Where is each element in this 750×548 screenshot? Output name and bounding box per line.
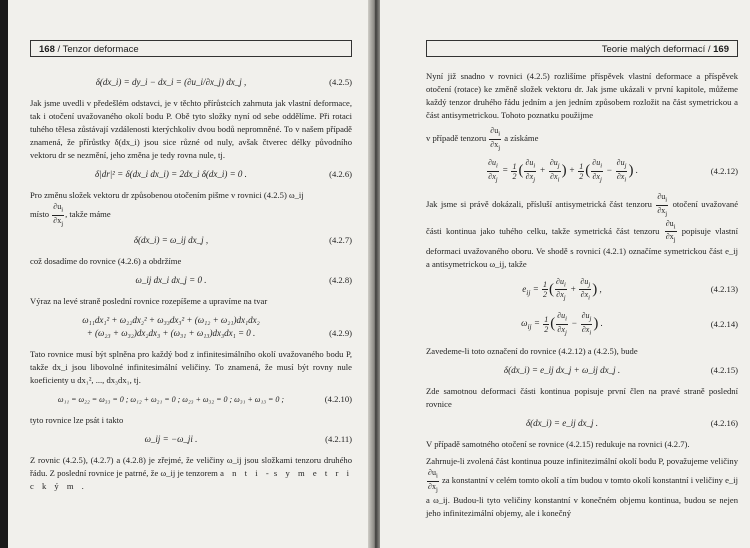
right-header-title: Teorie malých deformací bbox=[601, 44, 706, 55]
paragraph bbox=[426, 126, 738, 152]
paragraph: Tato rovnice musí být splněna pro každý bod z infinitesimálního okolí uvažovaného bodu P, takže dx_i jsou libovolné infinitesimální veličiny. To znamená, že musí být rovny nule koeficienty u dx₁², ..., dx₃dx₁, tj. bbox=[30, 349, 352, 386]
paragraph-text: v případě tenzoru bbox=[426, 133, 487, 144]
paragraph: Zavedeme-li toto označení do rovnice (4.2.12) a (4.2.5), bude bbox=[426, 346, 638, 357]
paragraph bbox=[30, 189, 352, 228]
partial-derivative-fraction: $\frac{\partial u_i}{\partial x_j}$ bbox=[53, 202, 64, 228]
paragraph bbox=[426, 192, 738, 270]
paragraph: tyto rovnice lze psát i takto bbox=[30, 415, 124, 426]
paragraph-text: Jak jsme si právě dokázali, přísluší antisymetrická část tenzoru bbox=[426, 199, 652, 210]
paragraph-text: a získáme bbox=[504, 133, 539, 144]
equation-4-2-9-line1 bbox=[30, 314, 352, 327]
paragraph-text: Pro změnu složek vektoru dr způsobenou otočením pišme v rovnici (4.2.5) ω_ij bbox=[30, 190, 304, 200]
equation-4-2-14 bbox=[426, 311, 738, 337]
equation-number: (4.2.12) bbox=[710, 165, 738, 176]
paragraph-text: popisuje vlastní deformaci uvažovaného oboru. Ve shodě s rovnicí (4.2.1) označíme symetrickou část e_ij a antisymetrickou ω_ij, takže bbox=[426, 225, 738, 269]
left-header-title: Tenzor deformace bbox=[62, 44, 139, 55]
paragraph: Jak jsme uvedli v předešlém odstavci, je v těchto přírůstcích zahrnuta jak vlastní deformace, tak i otočení uvažovaného okolí bodu P. Obě tyto složky nyní od sebe oddělíme. Při rotaci tuhého tělesa zůstávají vzdálenosti kterýchkoliv dvou bodů nepromněné. To v našem případě znamená, že přírůstky δ(dx_i) jsou sice různé od nuly, avšak čtverec délky původního vektoru dr se nezmění, jeho změna je tedy rovna nule, tj. bbox=[30, 98, 352, 160]
equation-formula: $e_{ij}$ = $\frac{1}{2}$ ( $\frac{\partial u_i}{\partial x_j}$ + $\frac{\partial u_j}{\partial x_i}$ ) , bbox=[522, 276, 602, 302]
equation-formula: ω₁₁dx₁² + ω₂₂dx₂² + ω₃₃dx₃² + (ω₁₂ + ω₂₁)dx₁dx₂ bbox=[82, 315, 260, 326]
equation-number: (4.2.6) bbox=[329, 169, 352, 179]
left-page bbox=[8, 0, 370, 548]
paragraph-text: za konstantní v celém tomto okolí a tím budou v tomto bbox=[441, 475, 631, 486]
equation-formula: δ|dr|² = δ(dx_i dx_i) = 2dx_i δ(dx_i) = 0 . bbox=[95, 169, 247, 179]
paragraph: Výraz na levé straně poslední rovnice rozepíšeme a upravíme na tvar bbox=[30, 296, 268, 307]
equation-4-2-15 bbox=[426, 364, 738, 377]
equation-formula: ω_ij dx_i dx_j = 0 . bbox=[135, 275, 207, 286]
paragraph bbox=[426, 455, 738, 520]
equation-number: (4.2.16) bbox=[710, 418, 738, 429]
equation-4-2-16 bbox=[426, 417, 738, 430]
paragraph-text: Zahrnuje-li zvolená část kontinua pouze infinitezimální okolí bodu P, považujeme veličiny bbox=[426, 456, 738, 467]
paragraph-text: uvažované části kontinua jako tuhého celku, takže symetrická část tenzoru bbox=[426, 199, 739, 236]
right-page bbox=[380, 0, 750, 548]
equation-number: (4.2.10) bbox=[324, 394, 352, 405]
equation-4-2-13 bbox=[426, 277, 738, 303]
equation-number: (4.2.15) bbox=[710, 365, 738, 376]
paragraph-text: , takže máme bbox=[65, 209, 111, 220]
equation-formula: $\frac{\partial u_i}{\partial x_j}$ = $\frac{1}{2}$ ( $\frac{\partial u_i}{\partial x_j}$ + $\frac{\partial u_j}{\partial x_i}$ ) + $\frac{1}{2}$ ( $\frac{\partial u_i}{\partial x_j}$ − $\frac{\partial u_j}{\partial x_i}$ ) . bbox=[488, 158, 638, 184]
equation-4-2-6 bbox=[30, 168, 352, 181]
equation-number: (4.2.11) bbox=[325, 434, 352, 445]
equation-formula: δ(dx_i) = e_ij dx_j + ω_ij dx_j . bbox=[503, 365, 621, 376]
emphasized-term: s y m e t r i c k ý m . bbox=[30, 468, 352, 492]
paragraph-text: otočení bbox=[672, 199, 698, 210]
right-page-number: 169 bbox=[713, 44, 729, 55]
partial-derivative-fraction: $\frac{\partial u_i}{\partial x_j}$ bbox=[665, 218, 676, 244]
emphasized-term: a n t i - bbox=[220, 468, 272, 479]
equation-number: (4.2.7) bbox=[329, 235, 352, 246]
equation-formula: δ(dx_i) = dy_i − dx_i = (∂u_i/∂x_j) dx_j , bbox=[95, 77, 247, 87]
left-page-number: 168 bbox=[39, 44, 55, 55]
equation-number: (4.2.9) bbox=[329, 328, 352, 339]
equation-4-2-12 bbox=[426, 158, 738, 184]
paragraph-text: okolí konstantní i veličiny e_ij a ω_ij. Budou-li tyto veličiny konstantní v konečném objemu kontinua, budou se nejen jeho infinitezimální objemy, ale i konečný bbox=[426, 475, 738, 519]
left-body bbox=[30, 70, 352, 497]
paragraph: V případě samotného otočení se rovnice (4.2.15) redukuje na rovnici (4.2.7). bbox=[426, 439, 690, 450]
equation-4-2-7 bbox=[30, 234, 352, 247]
equation-formula: $\omega_{ij}$ = $\frac{1}{2}$ ( $\frac{\partial u_i}{\partial x_j}$ − $\frac{\partial u_j}{\partial x_i}$ ) . bbox=[521, 310, 603, 337]
equation-number: (4.2.8) bbox=[329, 275, 352, 286]
header-separator: / bbox=[57, 44, 61, 55]
equation-formula: δ(dx_i) = e_ij dx_j . bbox=[526, 418, 598, 429]
partial-derivative-fraction: $\frac{\partial u_i}{\partial x_j}$ bbox=[490, 126, 501, 152]
equation-4-2-9-line2 bbox=[30, 327, 352, 340]
equation-4-2-8 bbox=[30, 274, 352, 287]
paragraph bbox=[30, 454, 352, 493]
right-page-header bbox=[426, 40, 738, 57]
header-separator: / bbox=[707, 44, 711, 55]
partial-derivative-fraction: $\frac{\partial u_i}{\partial x_j}$ bbox=[657, 192, 668, 218]
equation-number: (4.2.14) bbox=[710, 318, 738, 329]
equation-formula: ω_ij = −ω_ji . bbox=[144, 434, 198, 445]
equation-formula: δ(dx_i) = ω_ij dx_j , bbox=[133, 235, 209, 246]
equation-formula: + (ω₂₃ + ω₃₂)dx₂dx₃ + (ω₃₁ + ω₁₃)dx₃dx₁ = 0 . bbox=[86, 328, 256, 339]
equation-formula: ω₁₁ = ω₂₂ = ω₃₃ = 0 ; ω₁₂ + ω₂₁ = 0 ; ω₂₃ + ω₃₂ = 0 ; ω₃₁ + ω₁₃ = 0 ; bbox=[57, 395, 285, 405]
right-body bbox=[426, 70, 738, 524]
equation-4-2-10 bbox=[30, 393, 352, 406]
left-page-header bbox=[30, 40, 352, 57]
equation-number: (4.2.5) bbox=[329, 77, 352, 87]
equation-4-2-11 bbox=[30, 433, 352, 446]
paragraph-text: Z rovnic (4.2.5), (4.2.7) a (4.2.8) je zřejmé, že veličiny ω_ij jsou složkami tenzoru druhého řádu. Z poslední rovnice je patrné, že ω_ij je tenzorem bbox=[30, 455, 352, 479]
equation-4-2-5 bbox=[30, 76, 352, 89]
paragraph: Zde samotnou deformaci části kontinua popisuje první člen na pravé straně poslední rovnice bbox=[426, 386, 738, 410]
partial-derivative-fraction: $\frac{\partial u_i}{\partial x_j}$ bbox=[428, 468, 438, 494]
equation-number: (4.2.13) bbox=[710, 284, 738, 295]
paragraph: Nyní již snadno v rovnici (4.2.5) rozlišíme příspěvek vlastní deformace a příspěvek otočení (rotace) ke změně složek vektoru dr. Jak jsme ukázali v první kapitole, můžeme každý tenzor druhého řádu jedním a jen jedním způsobem rozložit na část symetrickou a část antisymetrickou. Tohoto poznatku použijme bbox=[426, 71, 738, 120]
paragraph-text: místo bbox=[30, 209, 50, 220]
paragraph: což dosadíme do rovnice (4.2.6) a obdržíme bbox=[30, 256, 182, 267]
